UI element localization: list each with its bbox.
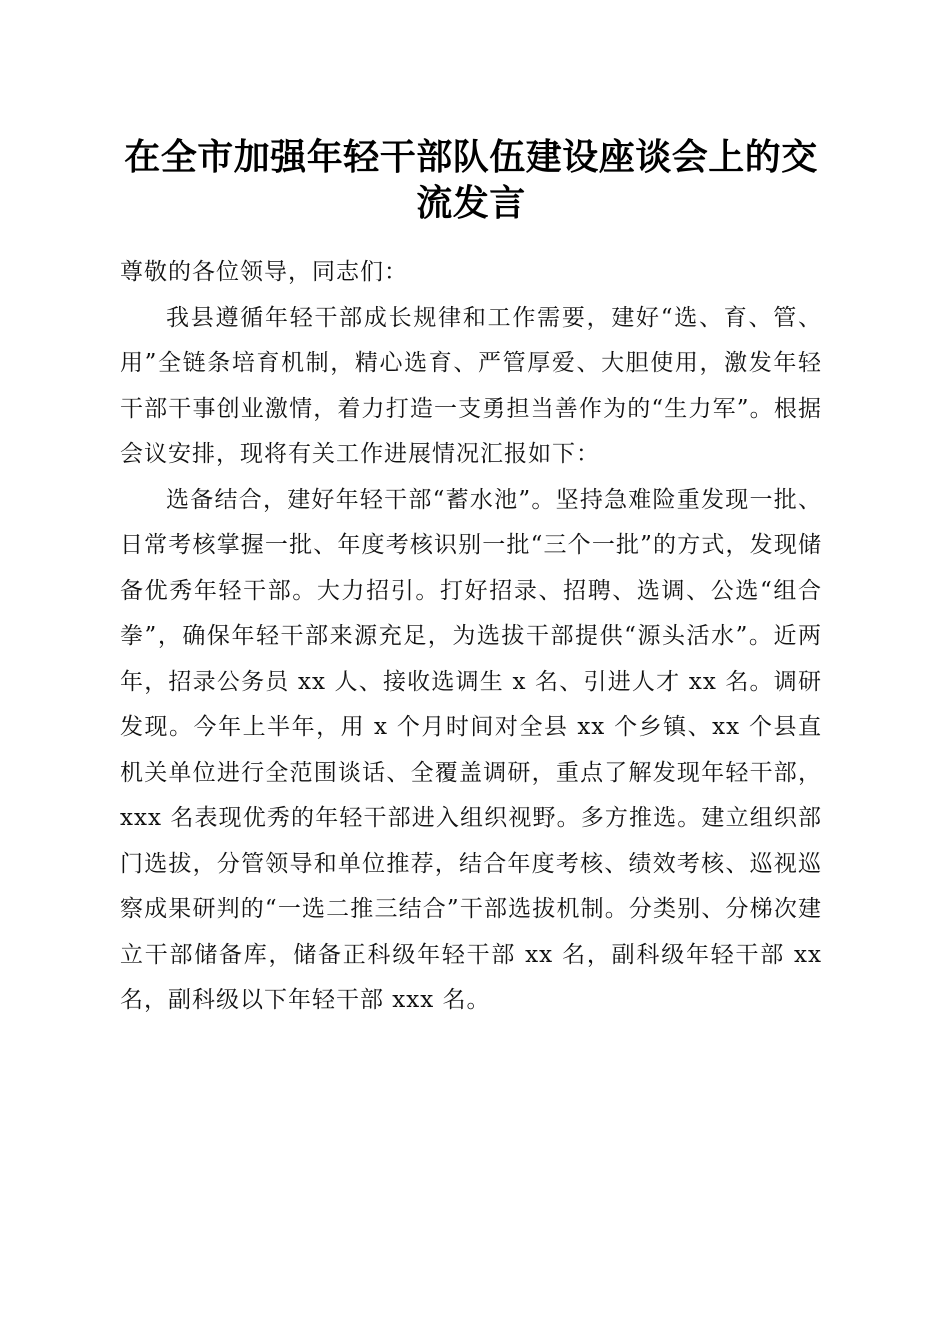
body-paragraph: 选备结合，建好年轻干部“蓄水池”。坚持急难险重发现一批、日常考核掌握一批、年度考核识别一批“三个一批”的方式，发现储备优秀年轻干部。大力招引。打好招录、招聘、选调、公选“组合拳”，确保年轻干部来源充足，为选拔干部提供“源头活水”。近两年，招录公务员 xx 人、接收选调生 x 名、引进人才 xx 名。调研发现。今年上半年，用 x 个月时间对全县 xx 个乡镇、xx 个县直机关单位进行全范围谈话、全覆盖调研，重点了解发现年轻干部，xxx 名表现优秀的年轻干部进入组织视野。多方推选。建立组织部门选拔，分管领导和单位推荐，结合年度考核、绩效考核、巡视巡察成果研判的“一选二推三结合”干部选拔机制。分类别、分梯次建立干部储备库，储备正科级年轻干部 xx 名，副科级年轻干部 xx 名，副科级以下年轻干部 xxx 名。	[120, 486, 822, 1013]
document-title: 在全市加强年轻干部队伍建设座谈会上的交流发言	[124, 136, 818, 224]
document-body	[120, 250, 822, 1024]
body-paragraph: 我县遵循年轻干部成长规律和工作需要，建好“选、育、管、用”全链条培育机制，精心选育、严管厚爱、大胆使用，激发年轻干部干事创业激情，着力打造一支勇担当善作为的“生力军”。根据会议安排，现将有关工作进展情况汇报如下：	[120, 304, 822, 467]
salutation: 尊敬的各位领导，同志们：	[120, 259, 408, 285]
